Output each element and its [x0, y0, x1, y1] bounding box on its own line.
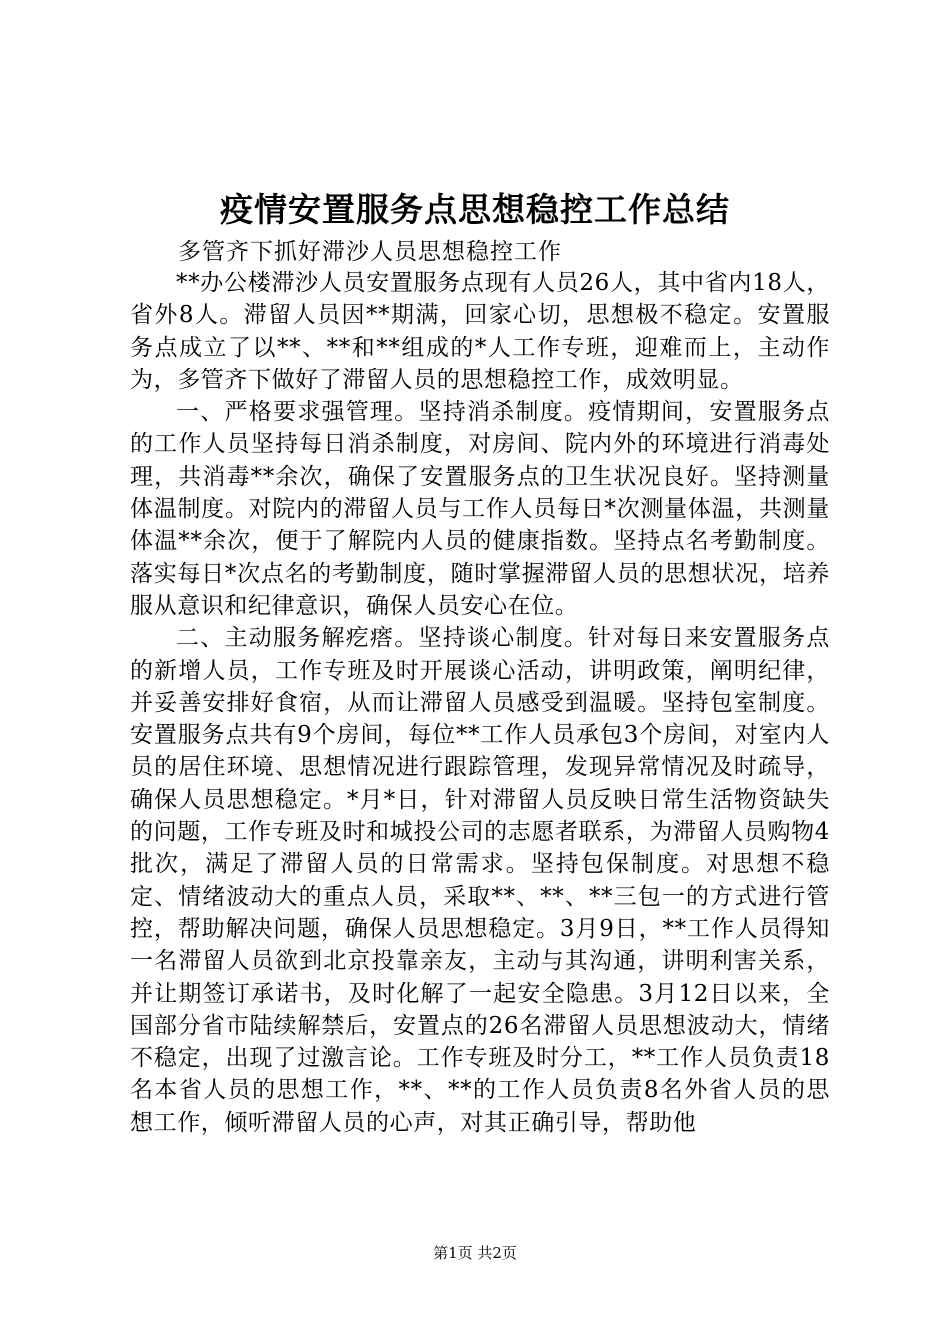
paragraph-section-2: 二、主动服务解疙瘩。坚持谈心制度。针对每日来安置服务点的新增人员，工作专班及时开展谈心活动，讲明政策，阐明纪律，并妥善安排好食宿，从而让滞留人员感受到温暖。坚持包室制度。安置服务点共有9个房间，每位**工作人员承包3个房间，对室内人员的居住环境、思想情况进行跟踪管理，发现异常情况及时疏导，确保人员思想稳定。*月*日，针对滞留人员反映日常生活物资缺失的问题，工作专班及时和城投公司的志愿者联系，为滞留人员购物4批次，满足了滞留人员的日常需求。坚持包保制度。对思想不稳定、情绪波动大的重点人员，采取**、**、**三包一的方式进行管控，帮助解决问题，确保人员思想稳定。3月9日，**工作人员得知一名滞留人员欲到北京投靠亲友，主动与其沟通，讲明利害关系，并让期签订承诺书，及时化解了一起安全隐患。3月12日以来，全国部分省市陆续解禁后，安置点的26名滞留人员思想波动大，情绪不稳定，出现了过激言论。工作专班及时分工，**工作人员负责18名本省人员的思想工作，**、**的工作人员负责8名外省人员的思想工作，倾听滞留人员的心声，对其正确引导，帮助他: [130, 625, 830, 1136]
document-body: [130, 267, 830, 1139]
paragraph-section-1: 一、严格要求强管理。坚持消杀制度。疫情期间，安置服务点的工作人员坚持每日消杀制度，对房间、院内外的环境进行消毒处理，共消毒**余次，确保了安置服务点的卫生状况良好。坚持测量体温制度。对院内的滞留人员与工作人员每日*次测量体温，共测量体温**余次，便于了解院内人员的健康指数。坚持点名考勤制度。落实每日*次点名的考勤制度，随时掌握滞留人员的思想状况，培养服从意识和纪律意识，确保人员安心在位。: [130, 399, 830, 619]
document-subtitle: 多管齐下抓好滞沙人员思想稳控工作: [178, 239, 562, 265]
document-title: 疫情安置服务点思想稳控工作总结: [220, 190, 730, 229]
page-footer: 第1页 共2页: [433, 1244, 517, 1262]
paragraph-intro: **办公楼滞沙人员安置服务点现有人员26人，其中省内18人，省外8人。滞留人员因**期满，回家心切，思想极不稳定。安置服务点成立了以**、**和**组成的*人工作专班，迎难而上，主动作为，多管齐下做好了滞留人员的思想稳控工作，成效明显。: [130, 270, 830, 393]
